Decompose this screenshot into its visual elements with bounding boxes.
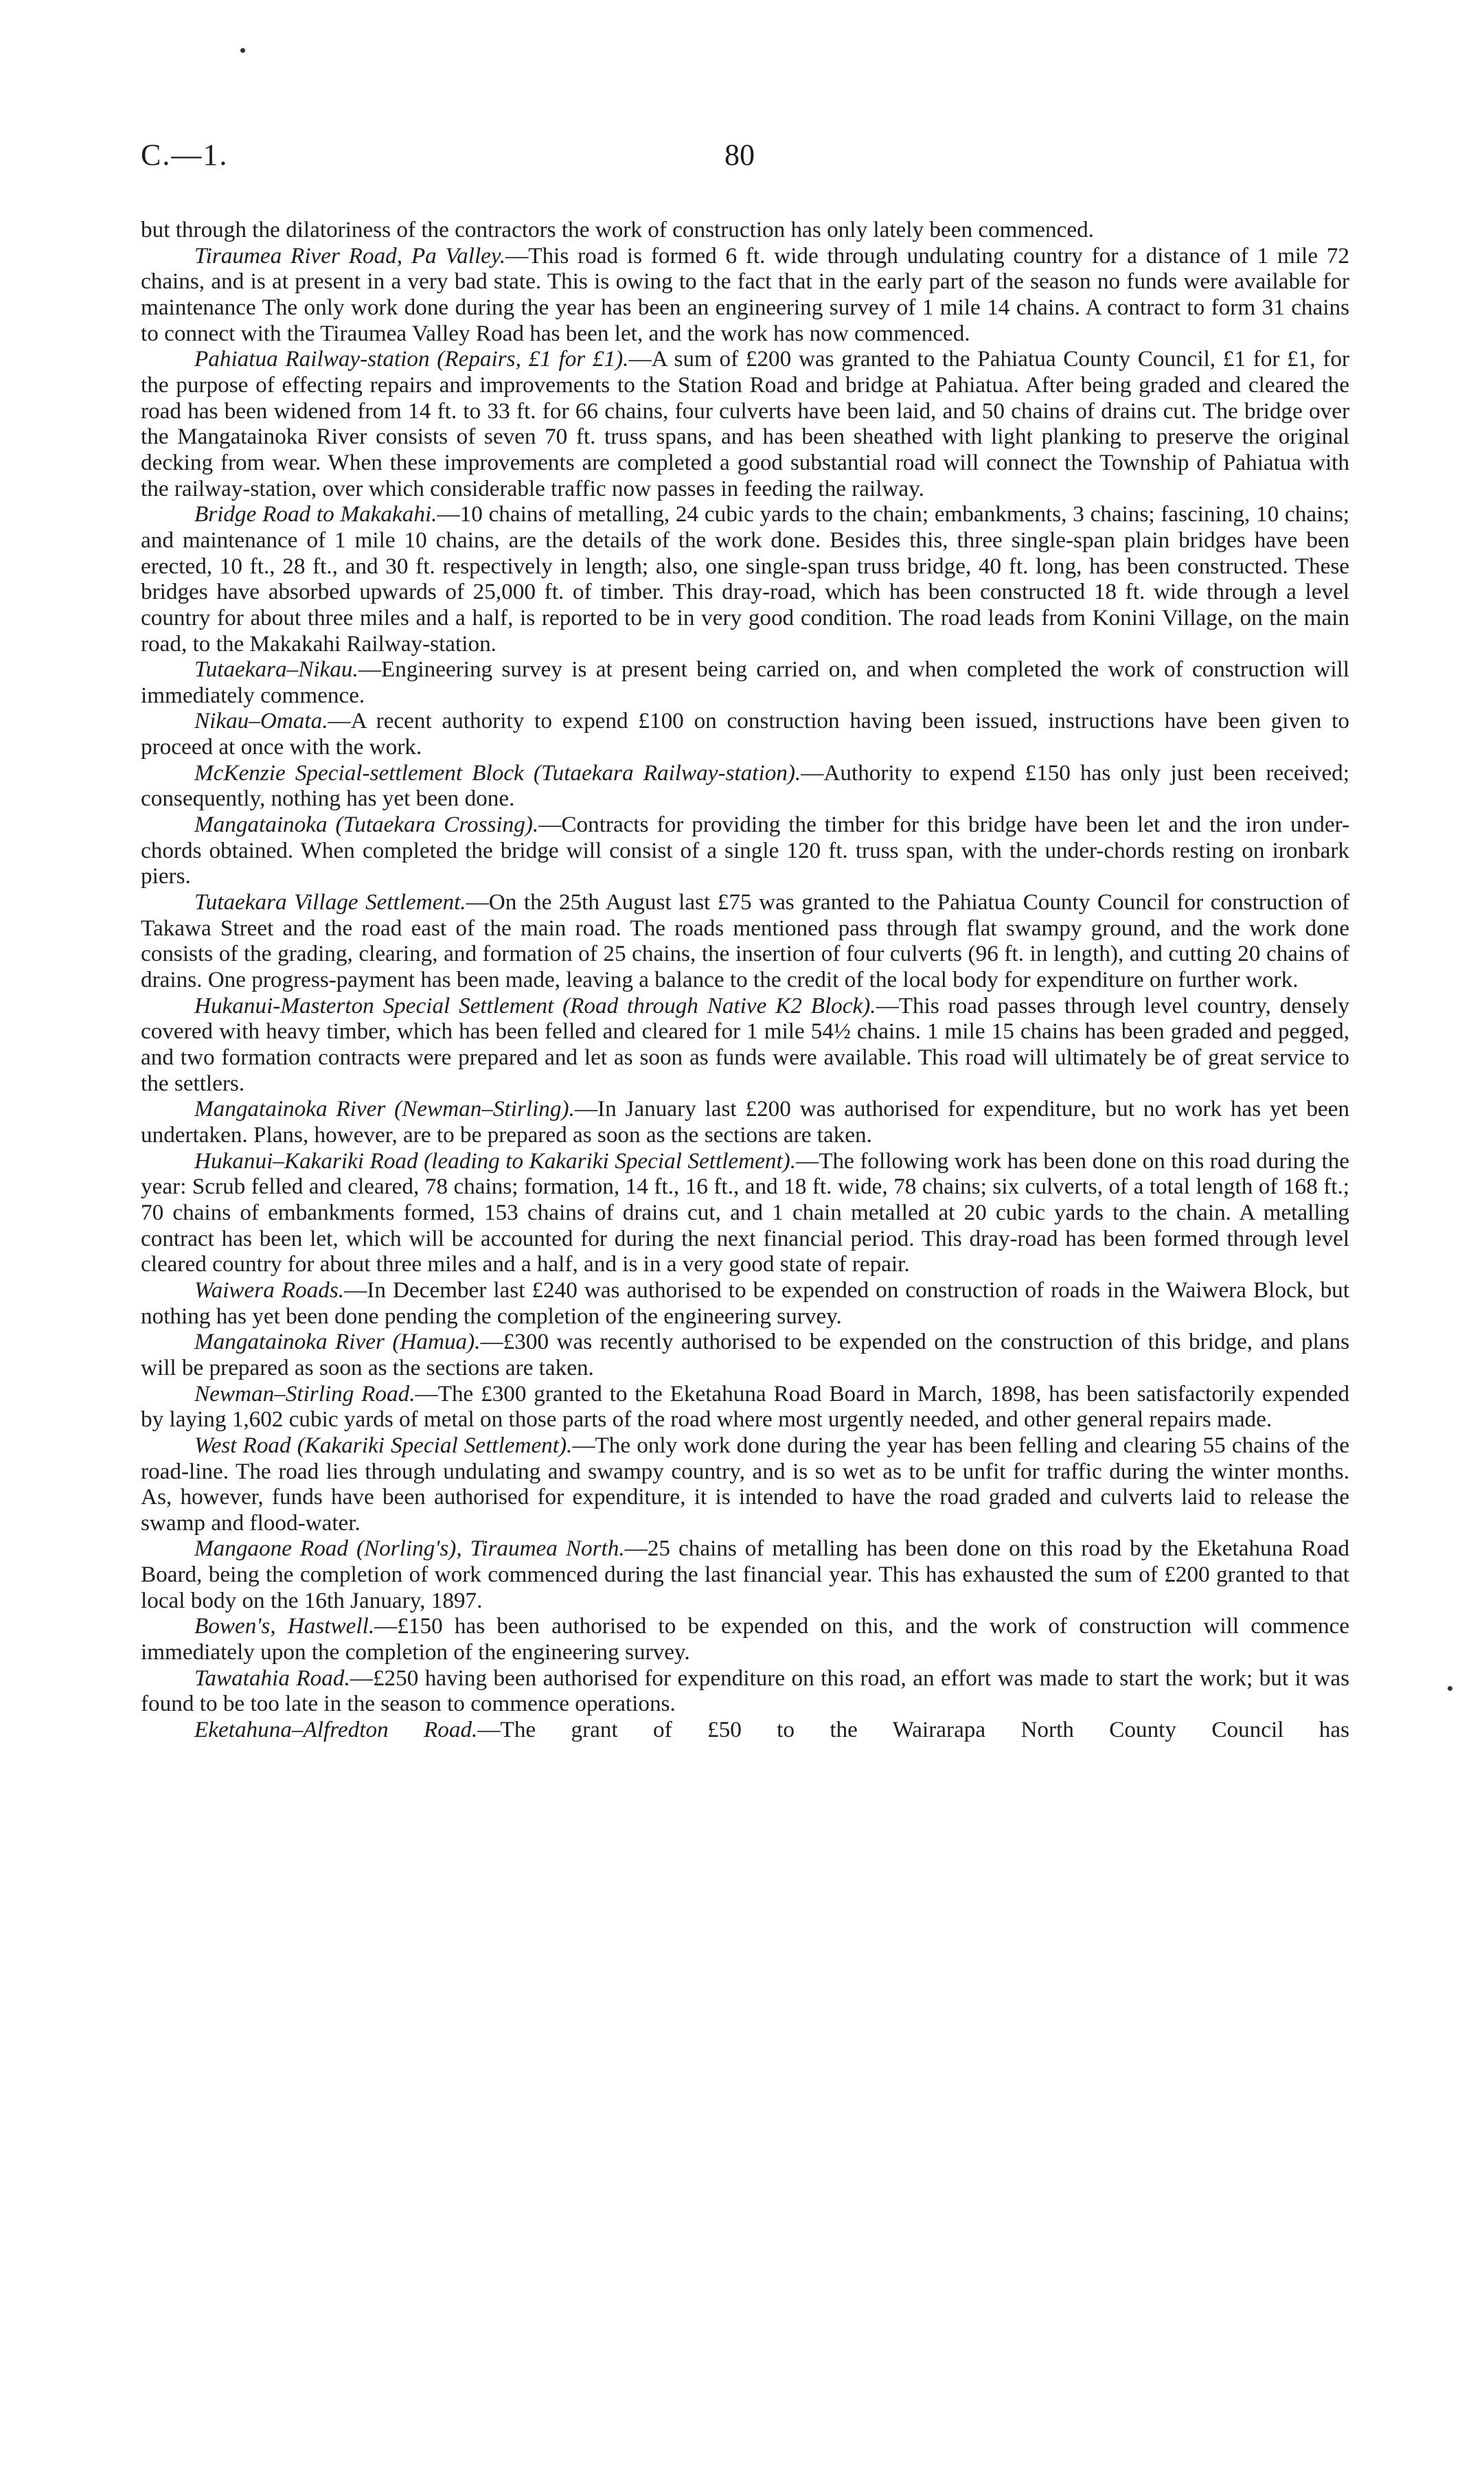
paragraph: Hukanui–Kakariki Road (leading to Kakariki Special Settlement).—The following work has been done on this road during the year: Scrub felled and cleared, 78 chains; formation, 14 ft., 16 ft., and 18 ft. wide, 78 chains; six culverts, of a total length of 168 ft.; 70 chains of embankments formed, 153 chains of drains cut, and 1 chain metalled at 20 cubic yards to the chain. A metalling contract has been let, which will be accounted for during the next financial period. This dray-road has been formed through level cleared country for about three miles and a half, and is in a very good state of repair. <box>141 1148 1349 1277</box>
paragraph: Tiraumea River Road, Pa Valley.—This road is formed 6 ft. wide through undulating country for a distance of 1 mile 72 chains, and is at present in a very bad state. This is owing to the fact that in the early part of the season no funds were available for maintenance The only work done during the year has been an engineering survey of 1 mile 14 chains. A contract to form 31 chains to connect with the Tiraumea Valley Road has been let, and the work has now commenced. <box>141 242 1349 346</box>
section-heading: Mangaone Road (Norling's), Tiraumea North. <box>194 1536 625 1562</box>
paragraph: Tutaekara–Nikau.—Engineering survey is at present being carried on, and when completed the work of construction will immediately commence. <box>141 657 1349 708</box>
paragraph: Newman–Stirling Road.—The £300 granted to the Eketahuna Road Board in March, 1898, has been satisfactorily expended by laying 1,602 cubic yards of metal on those parts of the road where most urgently needed, and other general repairs made. <box>141 1380 1349 1433</box>
paragraph: Waiwera Roads.—In December last £240 was authorised to be expended on construction of roads in the Waiwera Block, but nothing has yet been done pending the completion of the engineering survey. <box>141 1277 1349 1329</box>
section-heading: Bowen's, Hastwell. <box>194 1613 375 1639</box>
section-heading: Eketahuna–Alfredton Road. <box>194 1717 478 1743</box>
paragraph: but through the dilatoriness of the contractors the work of construction has only lately been commenced. <box>141 217 1094 242</box>
body-text <box>141 217 1349 1743</box>
section-heading: Pahiatua Railway-station (Repairs, £1 for £1). <box>194 346 629 372</box>
paragraph: Bridge Road to Makakahi.—10 chains of metalling, 24 cubic yards to the chain; embankments, 3 chains; fascining, 10 chains; and maintenance of 1 mile 10 chains, are the details of the work done. Besides this, three single-span plain bridges have been erected, 10 ft., 28 ft., and 30 ft. respectively in length; also, one single-span truss bridge, 40 ft. long, has been constructed. These bridges have absorbed upwards of 25,000 ft. of timber. This dray-road, which has been constructed 18 ft. wide through a level country for about three miles and a half, is reported to be in very good condition. The road leads from Konini Village, on the main road, to the Makakahi Railway-station. <box>141 501 1349 657</box>
paragraph: Mangaone Road (Norling's), Tiraumea North.—25 chains of metalling has been done on this road by the Eketahuna Road Board, being the completion of work commenced during the last financial year. This has exhausted the sum of £200 granted to that local body on the 16th January, 1897. <box>141 1536 1349 1613</box>
section-heading: West Road (Kakariki Special Settlement). <box>194 1432 573 1458</box>
section-heading: Mangatainoka (Tutaekara Crossing). <box>194 812 539 838</box>
section-heading: Nikau–Omata. <box>194 708 328 734</box>
paragraph: Tutaekara Village Settlement.—On the 25th August last £75 was granted to the Pahiatua County Council for construction of Takawa Street and the road east of the main road. The roads mentioned pass through flat swampy ground, and the work done consists of the grading, clearing, and formation of 25 chains, the insertion of four culverts (96 ft. in length), and cutting 20 chains of drains. One progress-payment has been made, leaving a balance to the credit of the local body for expenditure on further work. <box>141 889 1349 993</box>
section-heading: Mangatainoka River (Hamua). <box>194 1329 481 1355</box>
section-heading: Hukanui–Kakariki Road (leading to Kakariki Special Settlement). <box>194 1148 797 1174</box>
section-heading: Mangatainoka River (Newman–Stirling). <box>194 1096 575 1122</box>
paragraph: Eketahuna–Alfredton Road.—The grant of £50 to the Wairarapa North County Council has <box>194 1717 1350 1743</box>
paragraph: Mangatainoka River (Newman–Stirling).—In January last £200 was authorised for expenditure, but no work has yet been undertaken. Plans, however, are to be prepared as soon as the sections are taken. <box>141 1096 1349 1148</box>
section-heading: McKenzie Special-settlement Block (Tutaekara Railway-station). <box>194 760 801 786</box>
paragraph: Pahiatua Railway-station (Repairs, £1 for £1).—A sum of £200 was granted to the Pahiatua County Council, £1 for £1, for the purpose of effecting repairs and improvements to the Station Road and bridge at Pahiatua. After being graded and cleared the road has been widened from 14 ft. to 33 ft. for 66 chains, four culverts have been laid, and 50 chains of drains cut. The bridge over the Mangatainoka River consists of seven 70 ft. truss spans, and has been sheathed with light planking to preserve the original decking from wear. When these improvements are completed a good substantial road will connect the Township of Pahiatua with the railway-station, over which considerable traffic now passes in feeding the railway. <box>141 346 1349 501</box>
paragraph: Tawatahia Road.—£250 having been authorised for expenditure on this road, an effort was made to start the work; but it was found to be too late in the season to commence operations. <box>141 1665 1349 1717</box>
page-header <box>141 137 1349 185</box>
scan-speck <box>240 48 245 53</box>
page-number: 80 <box>724 138 755 172</box>
section-heading: Bridge Road to Makakahi. <box>194 501 437 527</box>
paragraph: Mangatainoka River (Hamua).—£300 was recently authorised to be expended on the construction of this bridge, and plans will be prepared as soon as the sections are taken. <box>141 1329 1349 1380</box>
section-heading: Tiraumea River Road, Pa Valley. <box>194 242 506 269</box>
paragraph: Bowen's, Hastwell.—£150 has been authorised to be expended on this, and the work of construction will commence immediately upon the completion of the engineering survey. <box>141 1613 1349 1665</box>
section-heading: Tutaekara Village Settlement. <box>194 889 466 915</box>
paragraph: West Road (Kakariki Special Settlement).—The only work done during the year has been felling and clearing 55 chains of the road-line. The road lies through undulating and swampy country, and is so wet as to be unfit for traffic during the winter months. As, however, funds have been authorised for expenditure, it is intended to have the road graded and culverts laid to release the swamp and flood-water. <box>141 1432 1349 1536</box>
scan-speck <box>1448 1686 1452 1691</box>
section-heading: Waiwera Roads. <box>194 1277 345 1303</box>
section-heading: Hukanui-Masterton Special Settlement (Road through Native K2 Block). <box>194 992 876 1018</box>
section-heading: Tawatahia Road. <box>194 1665 350 1691</box>
paragraph: McKenzie Special-settlement Block (Tutaekara Railway-station).—Authority to expend £150 has only just been received; consequently, nothing has yet been done. <box>141 760 1349 812</box>
paragraph: Nikau–Omata.—A recent authority to expend £100 on construction having been issued, instructions have been given to proceed at once with the work. <box>141 708 1349 760</box>
paragraph: Hukanui-Masterton Special Settlement (Road through Native K2 Block).—This road passes through level country, densely covered with heavy timber, which has been felled and cleared for 1 mile 54½ chains. 1 mile 15 chains has been graded and pegged, and two formation contracts were prepared and let as soon as funds were available. This road will ultimately be of great service to the settlers. <box>141 992 1349 1096</box>
section-heading: Tutaekara–Nikau. <box>194 657 358 683</box>
document-reference: C.—1. <box>141 138 229 172</box>
paragraph: Mangatainoka (Tutaekara Crossing).—Contracts for providing the timber for this bridge have been let and the iron under-chords obtained. When completed the bridge will consist of a single 120 ft. truss span, with the under-chords resting on ironbark piers. <box>141 812 1350 889</box>
section-heading: Newman–Stirling Road. <box>194 1380 415 1407</box>
